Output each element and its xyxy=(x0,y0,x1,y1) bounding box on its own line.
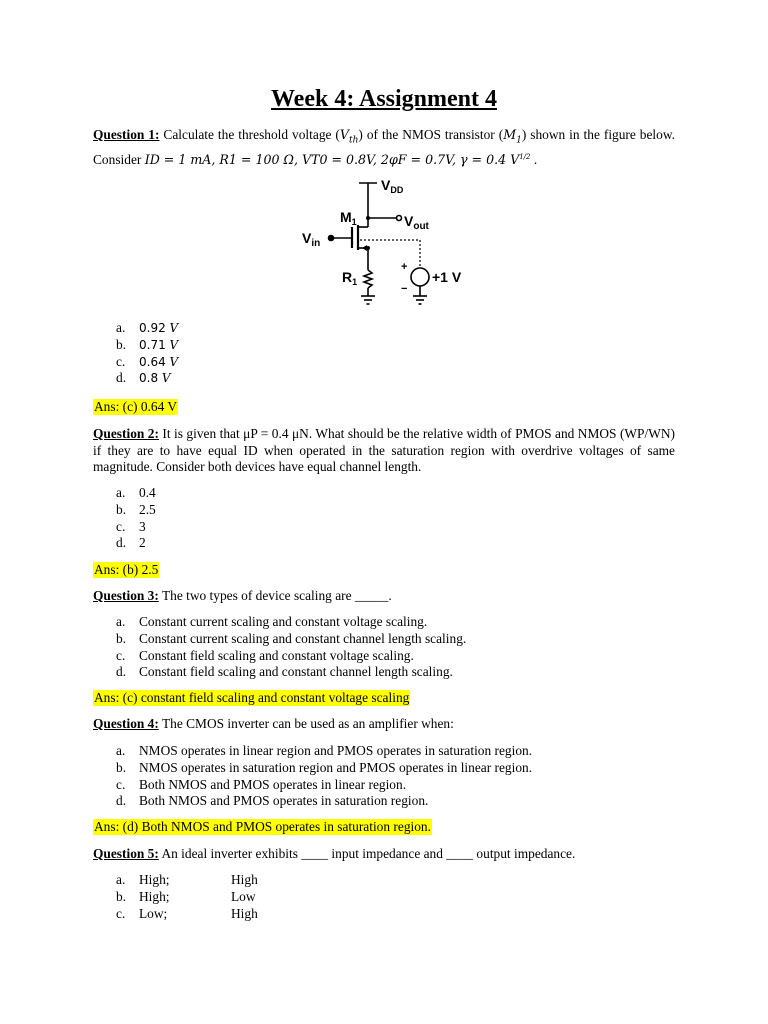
option-a: a. High; High xyxy=(116,872,258,887)
question-2-options xyxy=(116,485,156,552)
question-5: Question 5: An ideal inverter exhibits ____ input impedance and ____ output impedance. xyxy=(93,846,576,861)
question-3-options xyxy=(116,614,466,681)
question-label: Question 4: xyxy=(93,716,159,731)
source-voltage-label: +1 V xyxy=(432,269,462,285)
question-label: Question 1: xyxy=(93,127,160,142)
voltage-source xyxy=(411,268,429,286)
vout-label: $V_{out}$ xyxy=(404,213,429,232)
option-b: b. High; Low xyxy=(116,888,256,904)
vin-label: $V_{in}$ xyxy=(302,230,321,249)
question-1-params: ID = 1 mA, R1 = 100 Ω, VT0 = 0.8V, 2φF = 0.7V, γ = 0.4 $V^{1/2}$ xyxy=(144,152,531,168)
question-4-options xyxy=(116,743,532,810)
nmos-circuit-diagram xyxy=(296,174,476,316)
vdd-label: $V_{DD}$ xyxy=(381,177,404,195)
question-1: Question 1: Calculate the threshold voltage $(V_{th})$ of the NMOS transistor $(M_1)$ shown in the figure below. Consider ID = 1 mA, R1 = 100 Ω, VT0 = 0.8V, 2φF = 0.7V, γ = 0.4 $V^{1/2}$ . xyxy=(93,127,675,168)
question-label: Question 2: xyxy=(93,426,159,441)
r1-label: $R_1$ xyxy=(342,269,358,287)
option-c: c. 3 xyxy=(116,518,146,534)
option-a: a. 0.4 xyxy=(116,485,156,500)
question-2: Question 2: It is given that μP = 0.4 μN. What should be the relative width of PMOS and NMOS (WP/WN) if they are to have equal ID when operated in the saturation region with overdrive voltages of same magnitude. Consider both devices have equal channel length. xyxy=(93,426,675,474)
question-3: Question 3: The two types of device scaling are _____. xyxy=(93,588,392,603)
answer-4: Ans: (d) Both NMOS and PMOS operates in saturation region. xyxy=(94,819,431,834)
question-1-options xyxy=(116,320,178,387)
m1-label: $M_1$ xyxy=(340,209,357,227)
option-d: d. 2 xyxy=(116,535,146,551)
option-a: a. Constant current scaling and constant voltage scaling. xyxy=(116,614,428,629)
option-c: c. Constant field scaling and constant voltage scaling. xyxy=(116,647,414,663)
vin-terminal xyxy=(329,236,334,241)
option-b: b. 0.71 V xyxy=(116,336,179,352)
plus-sign: + xyxy=(401,261,408,273)
option-c: c. Low; High xyxy=(116,905,258,921)
option-a: a. 0.92 V xyxy=(116,320,179,335)
option-b: b. Constant current scaling and constant channel length scaling. xyxy=(116,630,467,646)
option-b: b. NMOS operates in saturation region and PMOS operates in linear region. xyxy=(116,759,533,775)
option-d: d. 0.8 V xyxy=(116,370,171,386)
r1-resistor xyxy=(364,270,372,288)
question-label: Question 3: xyxy=(93,588,159,603)
option-d: d. Both NMOS and PMOS operates in saturation region. xyxy=(116,793,429,809)
question-label: Question 5: xyxy=(93,846,159,861)
page-title: Week 4: Assignment 4 xyxy=(270,86,497,112)
option-b: b. 2.5 xyxy=(116,501,156,517)
option-a: a. NMOS operates in linear region and PMOS operates in saturation region. xyxy=(116,743,533,758)
vout-terminal xyxy=(397,216,402,221)
answer-3: Ans: (c) constant field scaling and constant voltage scaling xyxy=(94,690,410,705)
question-5-options xyxy=(116,872,258,922)
answer-2: Ans: (b) 2.5 xyxy=(94,562,159,577)
option-c: c. 0.64 V xyxy=(116,353,179,369)
option-c: c. Both NMOS and PMOS operates in linear region. xyxy=(116,776,407,792)
question-4: Question 4: The CMOS inverter can be used as an amplifier when: xyxy=(93,716,454,731)
minus-sign: − xyxy=(401,283,408,295)
answer-1: Ans: (c) 0.64 V xyxy=(94,399,178,414)
option-d: d. Constant field scaling and constant channel length scaling. xyxy=(116,664,453,680)
